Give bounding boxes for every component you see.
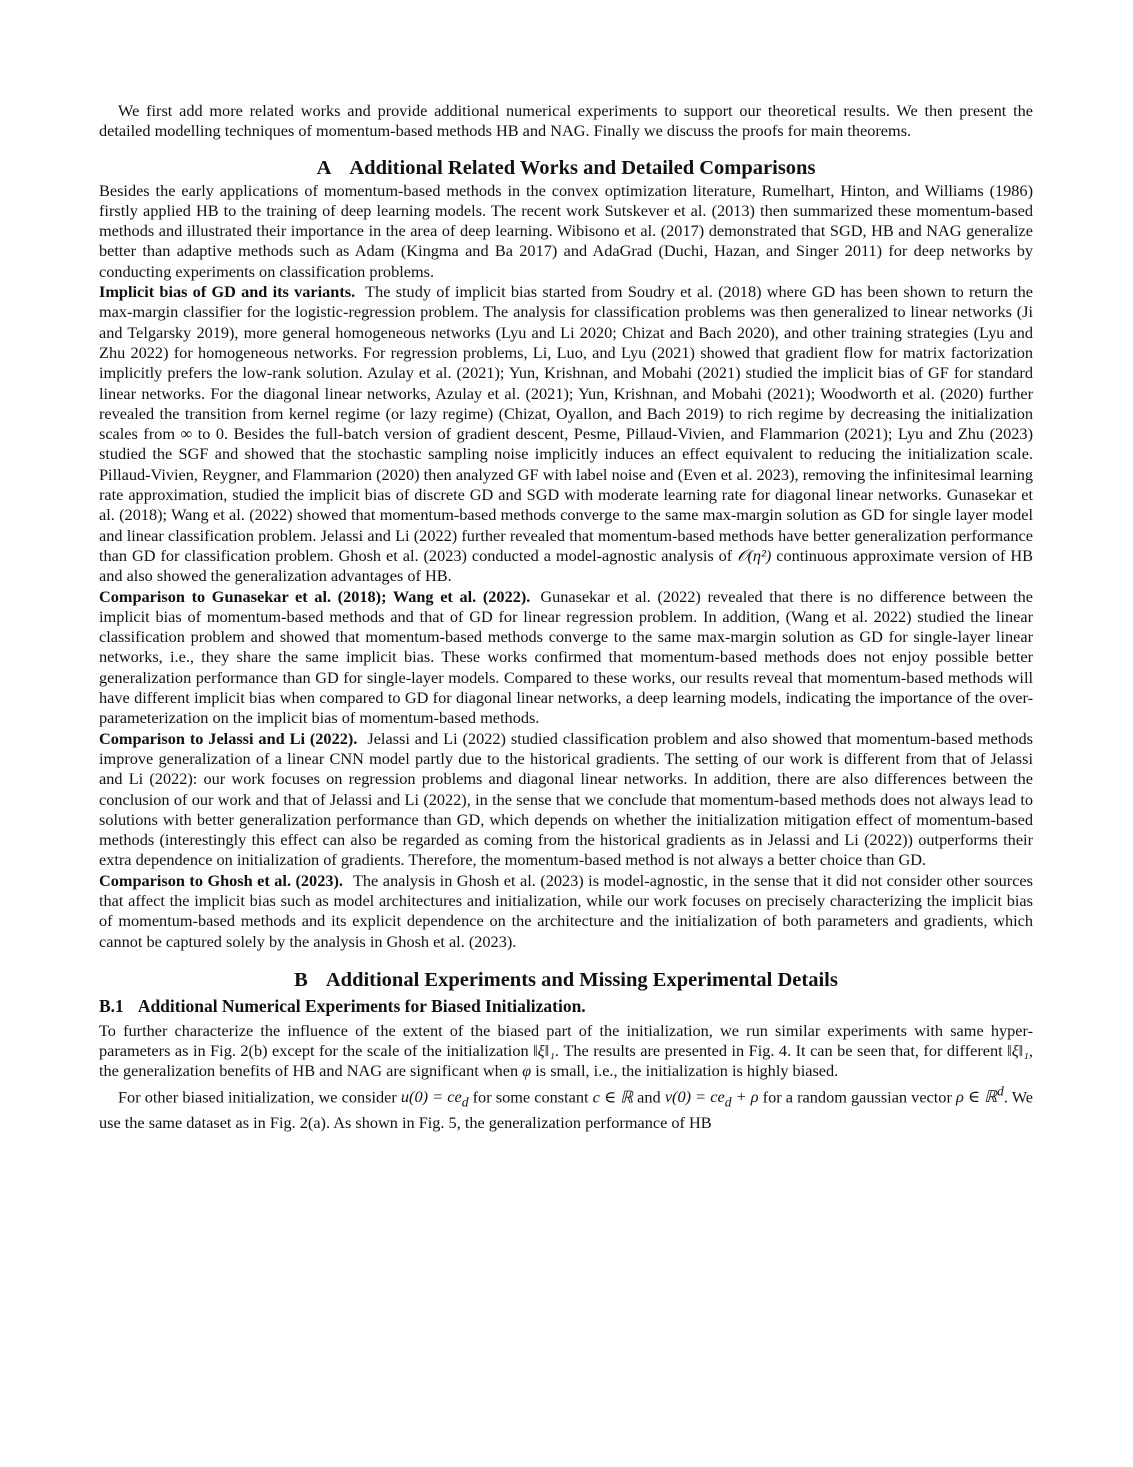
b1-text-c: , the generalization benefits of HB and NAG are significant when [99,1041,1033,1081]
comparison-ghosh-lead: Comparison to Ghosh et al. (2023). [99,870,343,890]
implicit-bias-paragraph [99,282,1033,586]
comparison-jelassi-text: Jelassi and Li (2022) studied classification problem and also showed that momentum-based methods improve generalization of a linear CNN model partly due to the historical gradients. The setting of our work is different from that of Jelassi and Li (2022): our work focuses on regression problems and diagonal linear networks. In addition, there are also differences between the conclusion of our work and that of Jelassi and Li (2022), in the sense that we conclude that momentum-based methods does not always lead to solutions with better generalization performance than GD, which depends on whether the initialization mitigation effect of momentum-based methods (interestingly this effect can also be regarded as coming from the historical gradients as in Jelassi and Li (2022)) outperforms their extra dependence on initialization of gradients. Therefore, the momentum-based method is not always a better choice than GD. [99,728,1033,870]
implicit-bias-lead: Implicit bias of GD and its variants. [99,282,356,302]
comparison-gunasekar-paragraph [99,587,1033,729]
implicit-bias-text-a: The study of implicit bias started from Soudry et al. (2018) where GD has been shown to return the max-margin classifier for the logistic-regression problem. The analysis for classification problems was then generalized to linear networks (Ji and Telgarsky 2019), more general homogeneous networks (Lyu and Li 2020; Chizat and Bach 2020), and other training strategies (Lyu and Zhu 2022) for homogeneous networks. For regression problems, Li, Luo, and Lyu (2021) showed that gradient flow for matrix factorization implicitly prefers the low-rank solution. Azulay et al. (2021); Yun, Krishnan, and Mobahi (2021) studied the implicit bias of GF for standard linear networks. For the diagonal linear networks, Azulay et al. (2021); Yun, Krishnan, and Mobahi (2021); Woodworth et al. (2020) further revealed the transition from kernel regime (or lazy regime) (Chizat, Oyallon, and Bach 2019) to rich regime by decreasing the initialization scales from ∞ to 0. Besides the full-batch version of gradient descent, Pesme, Pillaud-Vivien, and Flammarion (2021); Lyu and Zhu (2023) studied the SGF and showed that the stochastic sampling noise implicitly induces an effect equivalent to reducing the initialization scale. Pillaud-Vivien, Reygner, and Flammarion (2020) then analyzed GF with label noise and (Even et al. 2023), removing the infinitesimal learning rate approximation, studied the implicit bias of discrete GD and SGD with moderate learning rate for diagonal linear networks. Gunasekar et al. (2018); Wang et al. (2022) showed that momentum-based methods converge to the same max-margin solution as GD for single layer model and linear classification problem. Jelassi and Li (2022) further revealed that momentum-based methods have better generalization performance than GD for classification problem. Ghosh et al. (2023) conducted a model-agnostic analysis of [99,282,1033,565]
b1p2-math-c: c ∈ ℝ [592,1087,634,1107]
b1p2-text-c: and [633,1087,665,1107]
implicit-bias-math: 𝒪(η²) [737,545,772,565]
comparison-jelassi-lead: Comparison to Jelassi and Li (2022). [99,728,358,748]
comparison-gunasekar-text: Gunasekar et al. (2022) revealed that there is no difference between the implicit bias of momentum-based methods and that of GD for linear regression problem. In addition, (Wang et al. 2022) studied the linear classification problem and showed that momentum-based methods converge to the same max-margin solution as GD for single-layer linear networks, i.e., they share the same implicit bias. These works confirmed that momentum-based methods does not enjoy possible better generalization performance than GD for single-layer models. Compared to these works, our results reveal that momentum-based methods will have different implicit bias when compared to GD for diagonal linear networks, a deep learning models, indicating the importance of the over-parameterization on the implicit bias of momentum-based methods. [99,586,1033,728]
comparison-gunasekar-lead: Comparison to Gunasekar et al. (2018); Wang et al. (2022). [99,586,531,606]
b1p2-text-e: . We use the same dataset as in Fig. 2(a). As shown in Fig. 5, the generalization performance of HB [99,1087,1033,1132]
section-b-heading [99,967,1033,993]
b1-math-norm-2: ‖ξ‖₁ [1007,1041,1029,1061]
comparison-jelassi-paragraph [99,729,1033,871]
b1p2-math-v0 [664,1087,759,1110]
b1-text-b: . The results are presented in Fig. 4. It can be seen that, for different [554,1041,1008,1061]
page-body [99,101,1033,1133]
b1p2-text-b: for some constant [468,1087,593,1107]
subsection-b1-heading [99,995,1033,1017]
subsection-b1-number: B.1 [99,995,124,1016]
b1-text-d: is small, i.e., the initialization is highly biased. [531,1061,839,1081]
b1p2-math-v0-main: v(0) = ce [664,1087,725,1107]
b1p2-math-u0-sub: d [461,1094,469,1110]
section-a-title: Additional Related Works and Detailed Comparisons [349,156,816,179]
comparison-ghosh-text: The analysis in Ghosh et al. (2023) is model-agnostic, in the sense that it did not consider other sources that affect the implicit bias such as model architectures and initialization, while our work focuses on precisely characterizing the implicit bias of momentum-based methods and its explicit dependence on the architecture and the initialization of both parameters and gradients, which cannot be captured solely by the analysis in Ghosh et al. (2023). [99,870,1033,951]
section-a-number: A [316,156,332,179]
b1p2-text-d: for a random gaussian vector [758,1087,956,1107]
b1-math-norm-1: ‖ξ‖₁ [533,1041,555,1061]
comparison-ghosh-paragraph [99,871,1033,952]
section-a-heading [99,155,1033,181]
section-b-title: Additional Experiments and Missing Experimental Details [325,968,838,991]
implicit-bias-text-b: continuous approximate version of HB and also showed the generalization advantages of HB. [99,545,1033,586]
subsection-b1-title: Additional Numerical Experiments for Biased Initialization. [137,995,586,1016]
section-b1-paragraph-2 [99,1082,1033,1133]
section-b-number: B [294,968,308,991]
b1p2-math-u0-main: u(0) = ce [400,1087,462,1107]
b1p2-math-u0 [400,1087,469,1110]
b1-text-a: To further characterize the influence of the extent of the biased part of the initialization, we run similar experiments with same hyper-parameters as in Fig. 2(b) except for the scale of the initialization [99,1020,1033,1061]
b1p2-math-v0-tail: + ρ [731,1087,759,1107]
intro-paragraph: We first add more related works and provide additional numerical experiments to support our theoretical results. We then present the detailed modelling techniques of momentum-based methods HB and NAG. Finally we discuss the proofs for main theorems. [99,101,1033,141]
b1p2-math-v0-sub: d [724,1094,732,1110]
b1-math-phi: φ [522,1061,532,1081]
b1p2-text-a: For other biased initialization, we consider [118,1087,401,1107]
section-b1-paragraph-1 [99,1021,1033,1082]
b1p2-math-rho-main: ρ ∈ ℝ [956,1087,998,1107]
b1p2-math-rho [956,1083,1004,1107]
section-a-paragraph-1: Besides the early applications of momentum-based methods in the convex optimization literature, Rumelhart, Hinton, and Williams (1986) firstly applied HB to the training of deep learning models. The recent work Sutskever et al. (2013) then summarized these momentum-based methods and illustrated their importance in the area of deep learning. Wibisono et al. (2017) demonstrated that SGD, HB and NAG generalize better than adaptive methods such as Adam (Kingma and Ba 2017) and AdaGrad (Duchi, Hazan, and Singer 2011) for deep networks by conducting experiments on classification problems. [99,180,1033,281]
b1p2-math-rho-sup: d [997,1083,1004,1099]
